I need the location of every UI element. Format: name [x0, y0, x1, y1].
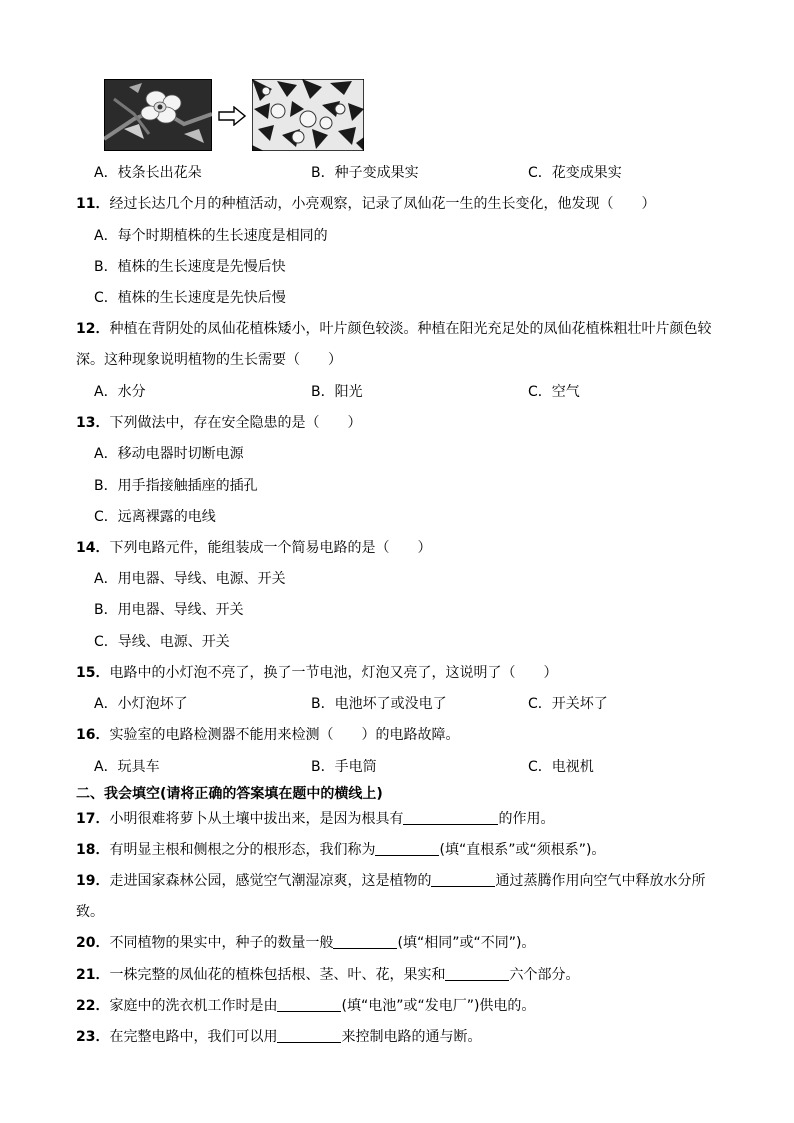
q12-option-c[interactable]: C．空气	[528, 384, 580, 400]
q13-option-c[interactable]: C．远离裸露的电线	[94, 509, 216, 525]
q11-text: 经过长达几个月的种植活动，小亮观察，记录了凤仙花一生的生长变化，他发现（ ）	[109, 196, 656, 212]
q15-option-a[interactable]: A．小灯泡坏了	[94, 696, 188, 712]
q19-post: 通过蒸腾作用向空气中释放水分所	[495, 873, 706, 889]
q13-number: 13．	[76, 415, 110, 431]
q14-stem	[76, 538, 431, 558]
q16-option-c[interactable]: C．电视机	[528, 759, 594, 775]
q21	[76, 965, 579, 985]
q16-option-b[interactable]: B．手电筒	[311, 759, 377, 775]
q17-post: 的作用。	[498, 811, 555, 827]
q13-option-a[interactable]: A．移动电器时切断电源	[94, 446, 244, 462]
q15-option-c[interactable]: C．开关坏了	[528, 696, 608, 712]
q23-number: 23．	[76, 1029, 110, 1045]
q21-number: 21．	[76, 967, 110, 983]
q13-option-b[interactable]: B．用手指接触插座的插孔	[94, 478, 258, 494]
q20	[76, 933, 535, 953]
q14-option-b[interactable]: B．用电器、导线、开关	[94, 602, 244, 618]
q16-number: 16．	[76, 727, 110, 743]
q13-stem	[76, 413, 361, 433]
q21-post: 六个部分。	[509, 967, 580, 983]
q22-pre: 家庭中的洗衣机工作时是由	[109, 998, 278, 1014]
q23-answer-blank[interactable]	[277, 1028, 341, 1043]
q19-answer-blank[interactable]	[431, 872, 495, 887]
q19-number: 19．	[76, 873, 110, 889]
q22-post: (填“电池”或“发电厂”)供电的。	[341, 998, 536, 1014]
q20-number: 20．	[76, 935, 110, 951]
q23	[76, 1027, 481, 1047]
q12-text-1: 种植在背阴处的凤仙花植株矮小，叶片颜色较淡。种植在阳光充足处的凤仙花植株粗壮叶片颜色较	[109, 321, 712, 337]
q20-answer-blank[interactable]	[333, 934, 397, 949]
q11-option-a[interactable]: A．每个时期植株的生长速度是相同的	[94, 228, 328, 244]
q18-number: 18．	[76, 842, 110, 858]
q16-option-a[interactable]: A．玩具车	[94, 759, 160, 775]
q22-answer-blank[interactable]	[277, 997, 341, 1012]
q17-answer-blank[interactable]	[403, 810, 498, 825]
q12-number: 12．	[76, 321, 110, 337]
q16-stem	[76, 725, 459, 745]
flower-photo	[104, 79, 212, 151]
q11-stem	[76, 194, 655, 214]
q10-option-b[interactable]: B．种子变成果实	[311, 165, 419, 181]
q23-post: 来控制电路的通与断。	[341, 1029, 482, 1045]
fruit-photo	[252, 79, 364, 151]
q15-stem	[76, 663, 557, 683]
q13-text: 下列做法中，存在安全隐患的是（ ）	[109, 415, 362, 431]
q15-text: 电路中的小灯泡不亮了，换了一节电池，灯泡又亮了，这说明了（ ）	[109, 665, 558, 681]
q15-option-b[interactable]: B．电池坏了或没电了	[311, 696, 447, 712]
q12-option-a[interactable]: A．水分	[94, 384, 146, 400]
q19-line2: 致。	[76, 904, 104, 920]
q12-stem-line1	[76, 319, 711, 339]
q11-option-c[interactable]: C．植株的生长速度是先快后慢	[94, 290, 286, 306]
q10-option-c[interactable]: C．花变成果实	[528, 165, 622, 181]
q11-option-b[interactable]: B．植株的生长速度是先慢后快	[94, 259, 286, 275]
q18	[76, 840, 605, 860]
arrow-icon	[218, 106, 246, 126]
q20-post: (填“相同”或“不同”)。	[397, 935, 536, 951]
section-2-heading: 二、我会填空(请将正确的答案填在题中的横线上)	[76, 786, 383, 802]
q18-pre: 有明显主根和侧根之分的根形态，我们称为	[109, 842, 376, 858]
q22	[76, 996, 535, 1016]
q14-option-a[interactable]: A．用电器、导线、电源、开关	[94, 571, 286, 587]
q17	[76, 809, 554, 829]
q12-stem-line2: 深。这种现象说明植物的生长需要（ ）	[76, 352, 342, 368]
q14-text: 下列电路元件，能组装成一个简易电路的是（ ）	[109, 540, 432, 556]
q11-number: 11．	[76, 196, 110, 212]
q15-number: 15．	[76, 665, 110, 681]
q14-option-c[interactable]: C．导线、电源、开关	[94, 634, 230, 650]
q18-answer-blank[interactable]	[375, 841, 439, 856]
q19	[76, 871, 705, 891]
q21-pre: 一株完整的凤仙花的植株包括根、茎、叶、花，果实和	[109, 967, 446, 983]
q10-option-a[interactable]: A．枝条长出花朵	[94, 165, 202, 181]
q14-number: 14．	[76, 540, 110, 556]
q17-number: 17．	[76, 811, 110, 827]
q23-pre: 在完整电路中，我们可以用	[109, 1029, 278, 1045]
q17-pre: 小明很难将萝卜从土壤中拔出来，是因为根具有	[109, 811, 404, 827]
q19-pre: 走进国家森林公园，感觉空气潮湿凉爽，这是植物的	[109, 873, 432, 889]
q18-post: (填“直根系”或“须根系”)。	[439, 842, 606, 858]
q12-option-b[interactable]: B．阳光	[311, 384, 363, 400]
q22-number: 22．	[76, 998, 110, 1014]
q16-text: 实验室的电路检测器不能用来检测（ ）的电路故障。	[109, 727, 460, 743]
q20-pre: 不同植物的果实中，种子的数量一般	[109, 935, 334, 951]
q21-answer-blank[interactable]	[445, 966, 509, 981]
